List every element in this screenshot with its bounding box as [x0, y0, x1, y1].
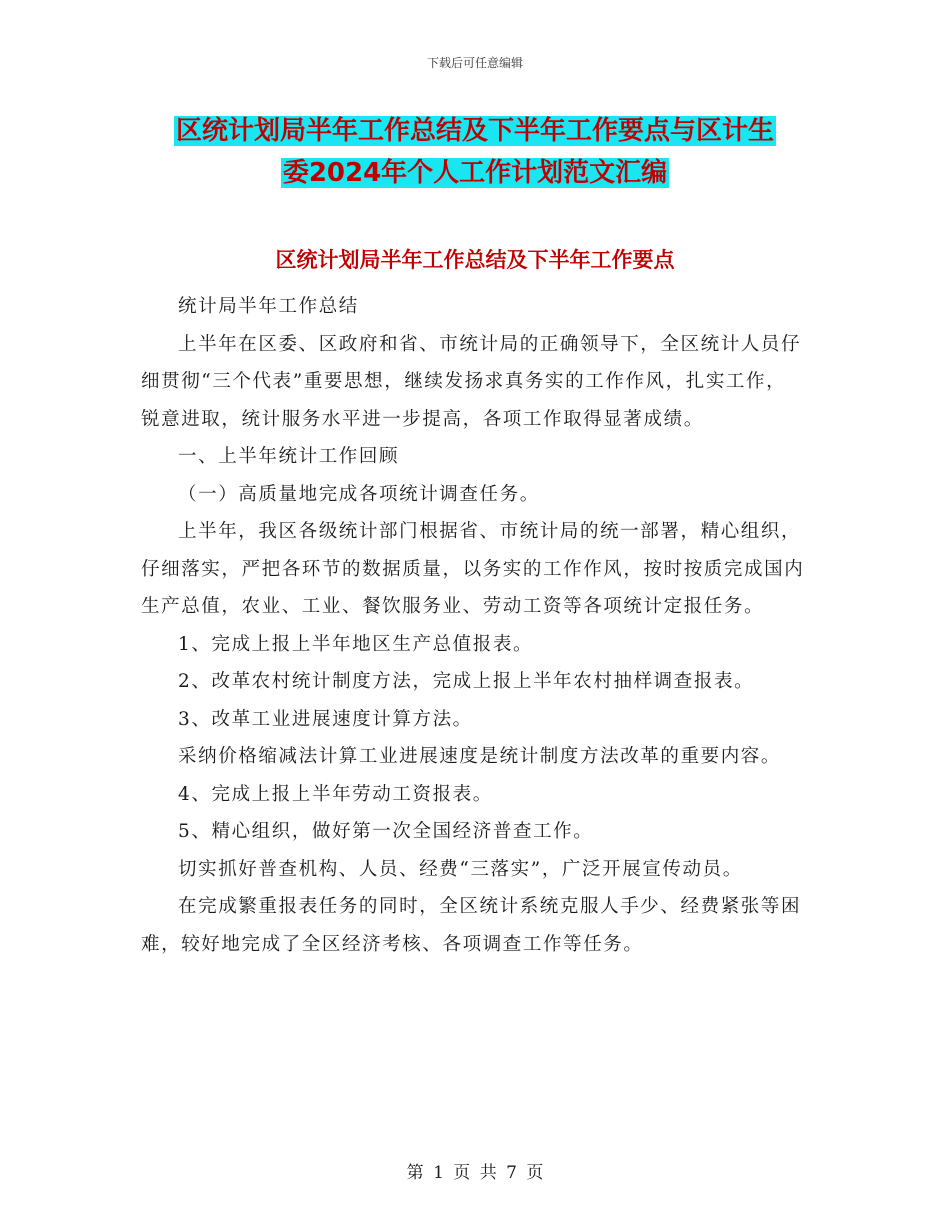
paragraph: 4、完成上报上半年劳动工资报表。 [178, 783, 493, 805]
title-highlight-1: 区统计划局半年工作总结及下半年工作要点与区计生 [175, 116, 774, 146]
section-heading: 区统计划局半年工作总结及下半年工作要点 [275, 248, 675, 272]
page-footer: 第 1 页 共 7 页 [406, 1163, 544, 1183]
paragraph: 统计局半年工作总结 [178, 296, 359, 317]
paragraph: 一、上半年统计工作回顾 [178, 446, 400, 467]
paragraph: （一）高质量地完成各项统计调查任务。 [178, 483, 540, 505]
paragraph: 切实抓好普查机构、人员、经费“三落实”，广泛开展宣传动员。 [178, 858, 743, 880]
paragraph: 采纳价格缩减法计算工业进展速度是统计制度方法改革的重要内容。 [178, 746, 782, 767]
paragraph: 1、完成上报上半年地区生产总值报表。 [178, 633, 534, 655]
document-title-line-2 [0, 154, 950, 192]
document-body [141, 288, 806, 963]
paragraph: 上半年，我区各级统计部门根据省、市统计局的统一部署，精心组织，仔细落实，严把各环节的数据质量，以务实的工作作风，按时按质完成国内生产总值，农业、工业、餐饮服务业、劳动工资等各项统计定报任务。 [141, 521, 805, 617]
header-note: 下载后可任意编辑 [426, 56, 523, 70]
paragraph: 上半年在区委、区政府和省、市统计局的正确领导下，全区统计人员仔细贯彻“三个代表”重要思想，继续发扬求真务实的工作作风，扎实工作，锐意进取，统计服务水平进一步提高，各项工作取得显著成绩。 [141, 333, 802, 430]
paragraph: 5、精心组织，做好第一次全国经济普查工作。 [178, 821, 594, 842]
paragraph: 在完成繁重报表任务的同时，全区统计系统克服人手少、经费紧张等困难，较好地完成了全区经济考核、各项调查工作等任务。 [141, 896, 802, 955]
document-title-line-1 [0, 112, 950, 150]
paragraph: 3、改革工业进展速度计算方法。 [178, 708, 473, 730]
title-highlight-2: 委2024年个人工作计划范文汇编 [282, 158, 668, 188]
paragraph: 2、改革农村统计制度方法，完成上报上半年农村抽样调查报表。 [178, 671, 755, 692]
